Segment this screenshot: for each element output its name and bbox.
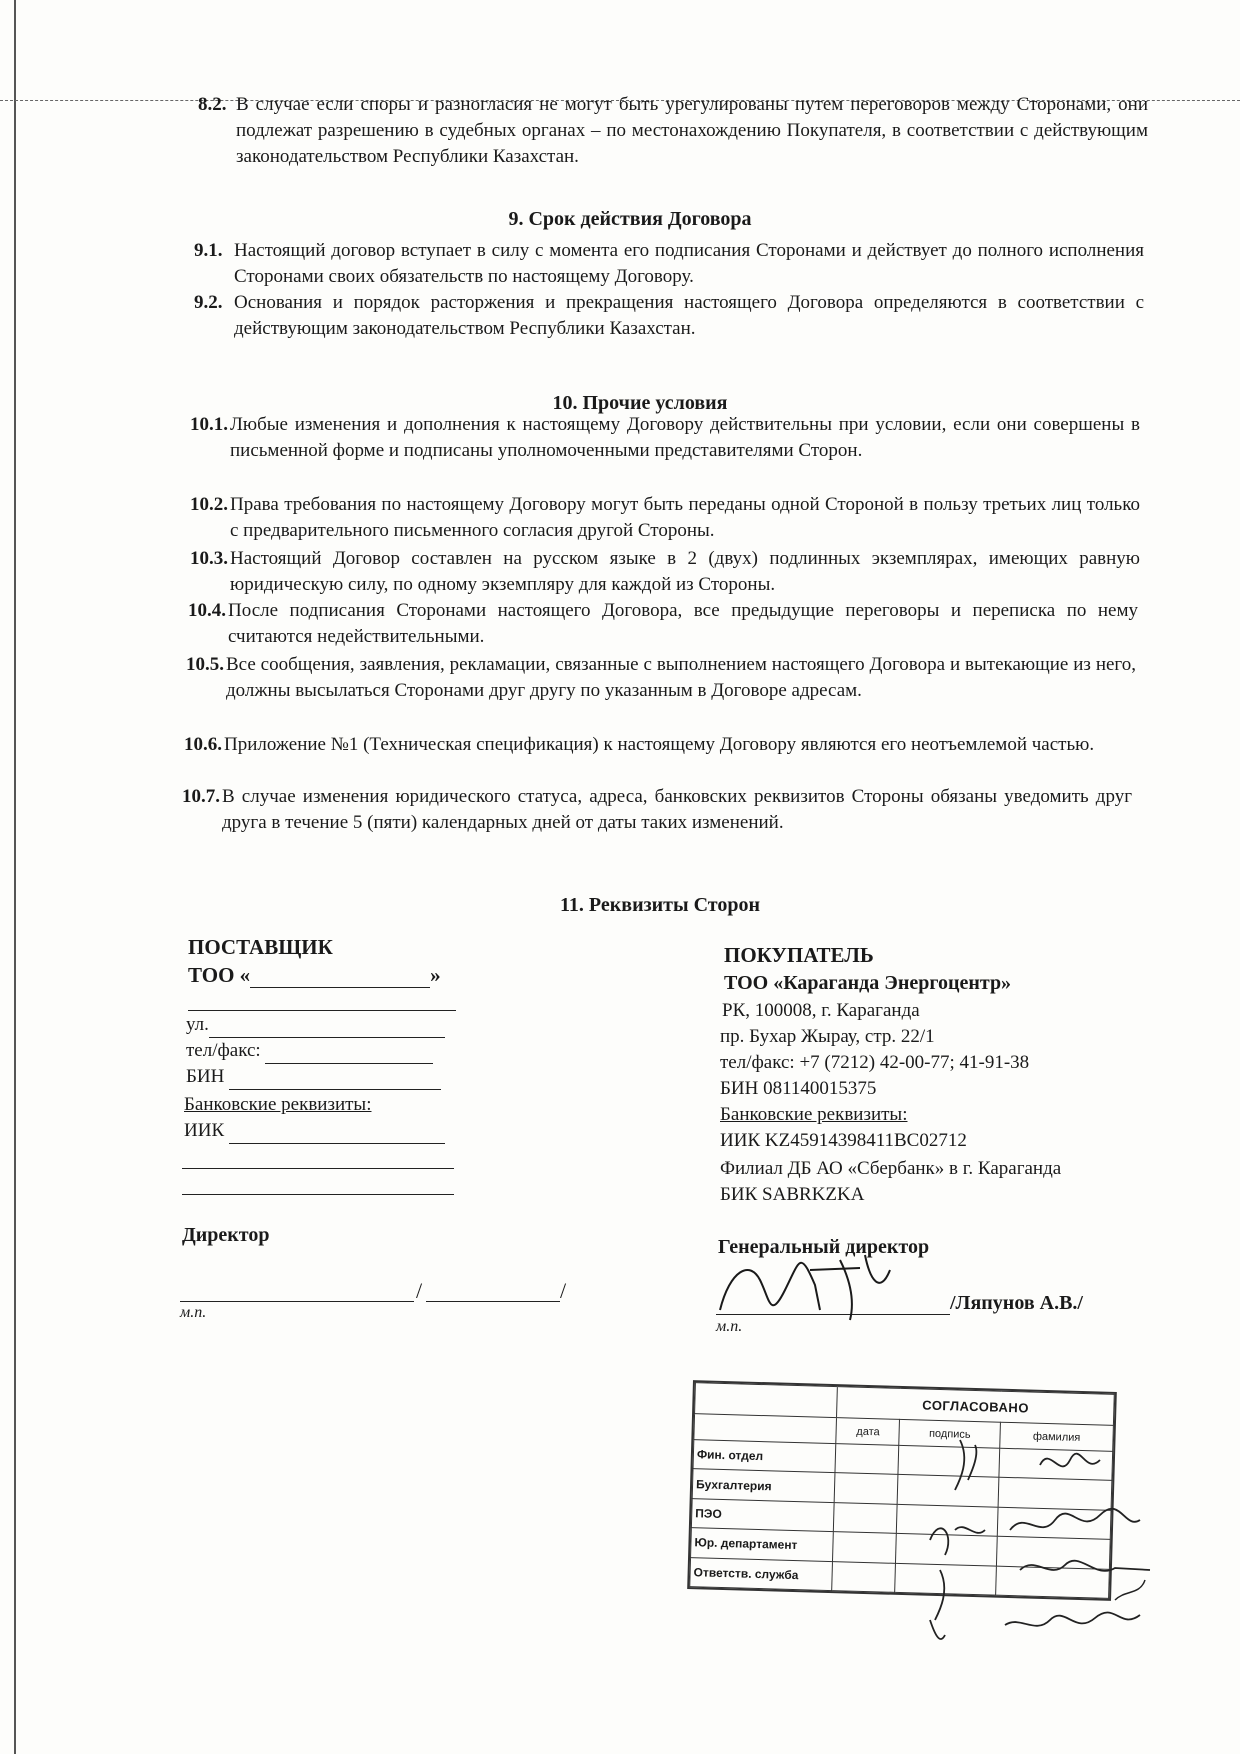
clause-number: 8.2. (198, 94, 227, 115)
supplier-street-blank (209, 1017, 445, 1038)
supplier-company-suffix: » (430, 963, 441, 987)
clause-number: 9.1. (194, 240, 223, 261)
clause-text: Приложение №1 (Техническая спецификация) к настоящему Договору являются его неотъемлемой частью. (224, 734, 1095, 755)
clause-10-4 (188, 598, 1138, 650)
clause-text: Настоящий Договор составлен на русском языке в 2 (двух) подлинных экземплярах, имеющих равную юридическую силу, по одному экземпляру для каждой из Стороны. (230, 548, 1140, 595)
supplier-phone-row (186, 1038, 433, 1064)
section-heading-10: 10. Прочие условия (552, 392, 728, 414)
clause-number: 10.4. (188, 600, 226, 621)
clause-text: В случае если споры и разногласия не могут быть урегулированы путем переговоров между Сторонами, они подлежат разрешению в судебных органах – по местонахождению Покупателя, в соответствии с действующим законодательством Республики Казахстан. (236, 94, 1148, 167)
supplier-slash-2: / (560, 1278, 567, 1303)
supplier-bin-blank (229, 1069, 441, 1090)
approval-row-legal: Юр. департамент (691, 1528, 834, 1561)
buyer-bank-label: Банковские реквизиты: (720, 1104, 908, 1125)
supplier-bank-label: Банковские реквизиты: (184, 1094, 372, 1115)
supplier-bin-label: БИН (186, 1066, 225, 1087)
supplier-phone-label: тел/факс: (186, 1040, 261, 1061)
approval-table (689, 1382, 1115, 1599)
clause-number: 10.6. (184, 734, 222, 755)
clause-9-1 (194, 238, 1144, 290)
approval-title: СОГЛАСОВАНО (837, 1387, 1114, 1426)
clause-10-5 (186, 652, 1136, 704)
clause-10-3 (190, 546, 1140, 598)
clause-10-6 (184, 732, 1134, 758)
supplier-iik-label: ИИК (184, 1120, 225, 1141)
buyer-director-title: Генеральный директор (718, 1236, 930, 1258)
buyer-title: ПОКУПАТЕЛЬ (724, 943, 874, 967)
section-heading-11: 11. Реквизиты Сторон (560, 894, 760, 916)
approval-row-peo: ПЭО (691, 1498, 834, 1531)
supplier-blank-line (182, 1194, 454, 1195)
clause-text: Настоящий договор вступает в силу с момента его подписания Сторонами и действует до полного исполнения Сторонами своих обязательств по настоящему Договору. (234, 240, 1144, 287)
supplier-director-label: Директор (182, 1224, 270, 1246)
supplier-slash-1: / (416, 1278, 423, 1303)
supplier-stamp-place: м.п. (180, 1304, 207, 1321)
approval-stamp (687, 1380, 1117, 1601)
supplier-company (188, 962, 441, 988)
supplier-company-blank (250, 967, 430, 988)
buyer-company: ТОО «Караганда Энергоцентр» (724, 972, 1012, 994)
approval-row-responsible: Ответств. служба (690, 1557, 833, 1590)
column-date: дата (836, 1418, 900, 1446)
supplier-phone-blank (265, 1043, 433, 1064)
clause-text: В случае изменения юридического статуса, адреса, банковских реквизитов Стороны обязаны уведомить друг друга в течение 5 (пяти) календарных дней от даты таких изменений. (222, 786, 1132, 833)
clause-number: 10.5. (186, 654, 224, 675)
clause-9-2 (194, 290, 1144, 342)
clause-10-2 (190, 492, 1140, 544)
clause-number: 10.7. (182, 786, 220, 807)
supplier-blank-line (182, 1168, 454, 1169)
buyer-stamp-place: м.п. (716, 1318, 743, 1335)
clause-text: Любые изменения и дополнения к настоящему Договору действительны при условии, если они совершены в письменной форме и подписаны уполномоченными представителями Сторон. (230, 414, 1140, 461)
clause-number: 10.3. (190, 548, 228, 569)
buyer-address-1: РК, 100008, г. Караганда (722, 1000, 920, 1021)
clause-10-7 (182, 784, 1132, 836)
supplier-street-label: ул. (186, 1014, 209, 1035)
approval-row-finance: Фин. отдел (693, 1440, 836, 1473)
buyer-director-name: /Ляпунов А.В./ (950, 1292, 1083, 1314)
supplier-company-prefix: ТОО « (188, 963, 251, 987)
buyer-address-2: пр. Бухар Жырау, стр. 22/1 (720, 1026, 935, 1047)
clause-number: 9.2. (194, 292, 223, 313)
buyer-bank: Филиал ДБ АО «Сбербанк» в г. Караганда (720, 1158, 1062, 1179)
supplier-iik-row (184, 1118, 445, 1144)
buyer-bin: БИН 081140015375 (720, 1078, 877, 1099)
section-heading-9: 9. Срок действия Договора (508, 208, 752, 230)
buyer-signature-line (716, 1314, 950, 1315)
scan-left-edge (14, 0, 16, 1754)
clause-number: 10.1. (190, 414, 228, 435)
approval-row-accounting: Бухгалтерия (692, 1469, 835, 1502)
buyer-bik: БИК SABRKZKA (720, 1184, 865, 1205)
supplier-blank-line (188, 1010, 456, 1011)
supplier-bin-row (186, 1064, 441, 1090)
clause-10-1 (190, 412, 1140, 464)
clause-text: После подписания Сторонами настоящего Договора, все предыдущие переговоры и переписка по нему считаются недействительными. (228, 600, 1138, 647)
clause-8-2 (198, 92, 1148, 170)
clause-number: 10.2. (190, 494, 228, 515)
buyer-iik: ИИК KZ45914398411BC02712 (720, 1130, 967, 1151)
column-surname: фамилия (1000, 1422, 1114, 1451)
supplier-signature-line (180, 1301, 414, 1302)
clause-text: Основания и порядок расторжения и прекращения настоящего Договора определяются в соответствии с действующим законодательством Республики Казахстан. (234, 292, 1144, 339)
clause-text: Права требования по настоящему Договору могут быть переданы одной Стороной в пользу третьих лиц только с предварительного письменного согласия другой Стороны. (230, 494, 1140, 541)
buyer-phone: тел/факс: +7 (7212) 42-00-77; 41-91-38 (720, 1052, 1030, 1073)
column-signature: подпись (899, 1420, 1000, 1449)
supplier-name-line (426, 1301, 560, 1302)
supplier-title: ПОСТАВЩИК (188, 935, 333, 959)
clause-text: Все сообщения, заявления, рекламации, связанные с выполнением настоящего Договора и вытекающие из него, должны высылаться Сторонами друг другу по указанным в Договоре адресам. (226, 654, 1136, 701)
supplier-street-row (186, 1012, 445, 1038)
supplier-iik-blank (229, 1123, 445, 1144)
